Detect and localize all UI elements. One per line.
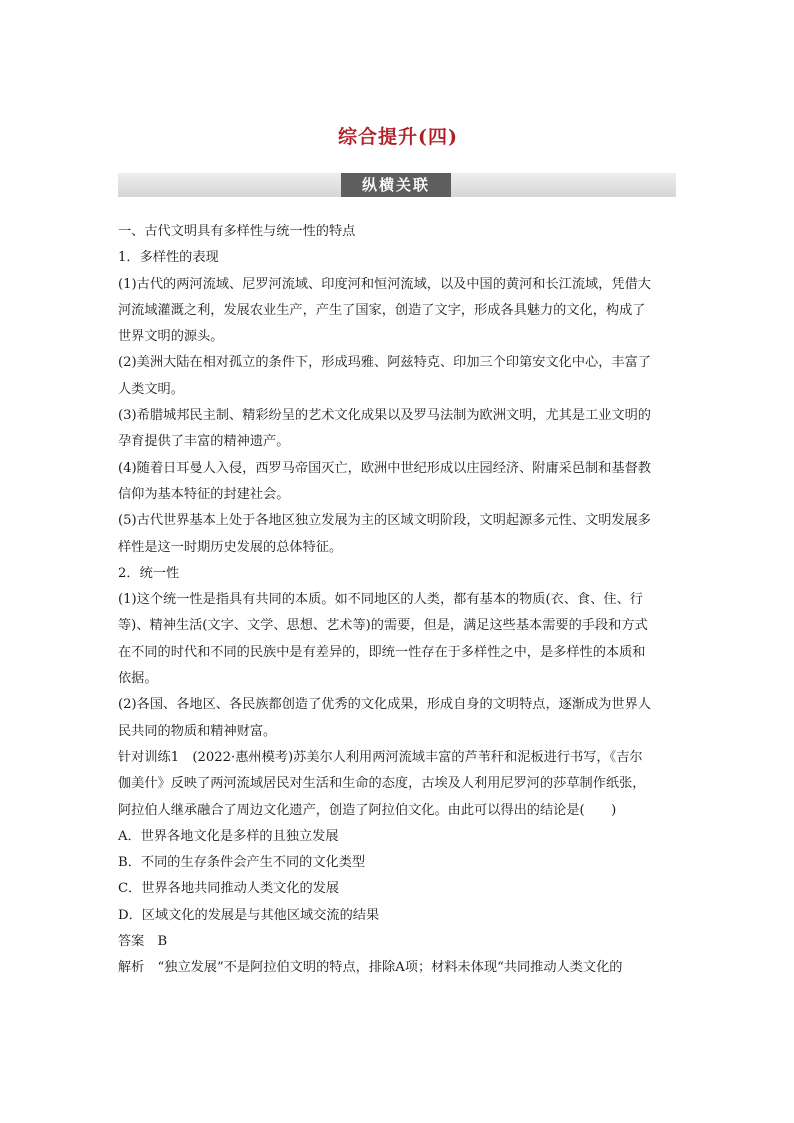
section-header-label: 纵横关联 (341, 173, 451, 197)
answer-line: 答案 B (118, 934, 168, 950)
paragraph-line: 信仰为基本特征的封建社会。 (118, 486, 290, 502)
paragraph-line: 民共同的物质和精神财富。 (118, 723, 277, 739)
paragraph-line: (5)古代世界基本上处于各地区独立发展为主的区域文明阶段，文明起源多元性、文明发展多 (118, 513, 651, 529)
paragraph-line: (4)随着日耳曼人入侵，西罗马帝国灭亡，欧洲中世纪形成以庄园经济、附庸采邑制和基督教 (118, 460, 651, 476)
body-text (118, 219, 678, 982)
paragraph-line: 人类文明。 (118, 381, 184, 397)
option-d: D．区域文化的发展是与其他区域交流的结果 (118, 907, 380, 923)
paragraph-line: (2)各国、各地区、各民族都创造了优秀的文化成果，形成自身的文明特点，逐渐成为世界人 (118, 697, 651, 713)
page-title: 综合提升(四) (338, 126, 458, 148)
option-b: B．不同的生存条件会产生不同的文化类型 (118, 855, 366, 871)
paragraph-line: 世界文明的源头。 (118, 329, 224, 345)
exercise-line: 伽美什》反映了两河流域居民对生活和生命的态度，古埃及人利用尼罗河的莎草制作纸张， (118, 776, 646, 792)
paragraph-line: (1)这个统一性是指具有共同的本质。如不同地区的人类，都有基本的物质(衣、食、住、行 (118, 592, 643, 608)
paragraph-line: 在不同的时代和不同的民族中是有差异的，即统一性存在于多样性之中，是多样性的本质和 (118, 644, 646, 660)
paragraph-line: (2)美洲大陆在相对孤立的条件下，形成玛雅、阿兹特克、印加三个印第安文化中心，丰富了 (118, 355, 651, 371)
analysis-line: 解析 “独立发展”不是阿拉伯文明的特点，排除A项；材料未体现“共同推动人类文化的 (118, 960, 623, 976)
subheading-unity: 2．统一性 (118, 565, 180, 581)
exercise-line: 阿拉伯人继承融合了周边文化遗产，创造了阿拉伯文化。由此可以得出的结论是( ) (118, 802, 617, 818)
paragraph-line: 等)、精神生活(文字、文学、思想、艺术等)的需要，但是，满足这些基本需要的手段和方式 (118, 618, 648, 634)
paragraph-line: 河流域灌溉之利，发展农业生产，产生了国家，创造了文字，形成各具魅力的文化，构成了 (118, 302, 646, 318)
subheading-diversity: 1．多样性的表现 (118, 250, 219, 266)
exercise-line: 针对训练1 (2022·惠州模考)苏美尔人利用两河流域丰富的芦苇秆和泥板进行书写，《吉尔 (118, 749, 643, 765)
paragraph-line: 依据。 (118, 671, 158, 687)
paragraph-line: 样性是这一时期历史发展的总体特征。 (118, 539, 343, 555)
paragraph-line: (3)希腊城邦民主制、精彩纷呈的艺术文化成果以及罗马法制为欧洲文明，尤其是工业文明的 (118, 408, 651, 424)
option-a: A．世界各地文化是多样的且独立发展 (118, 828, 339, 844)
paragraph-line: 孕育提供了丰富的精神遗产。 (118, 434, 290, 450)
heading-1: 一、古代文明具有多样性与统一性的特点 (118, 224, 356, 239)
paragraph-line: (1)古代的两河流域、尼罗河流域、印度河和恒河流域，以及中国的黄河和长江流域，凭借大 (118, 276, 651, 292)
option-c: C．世界各地共同推动人类文化的发展 (118, 881, 340, 897)
